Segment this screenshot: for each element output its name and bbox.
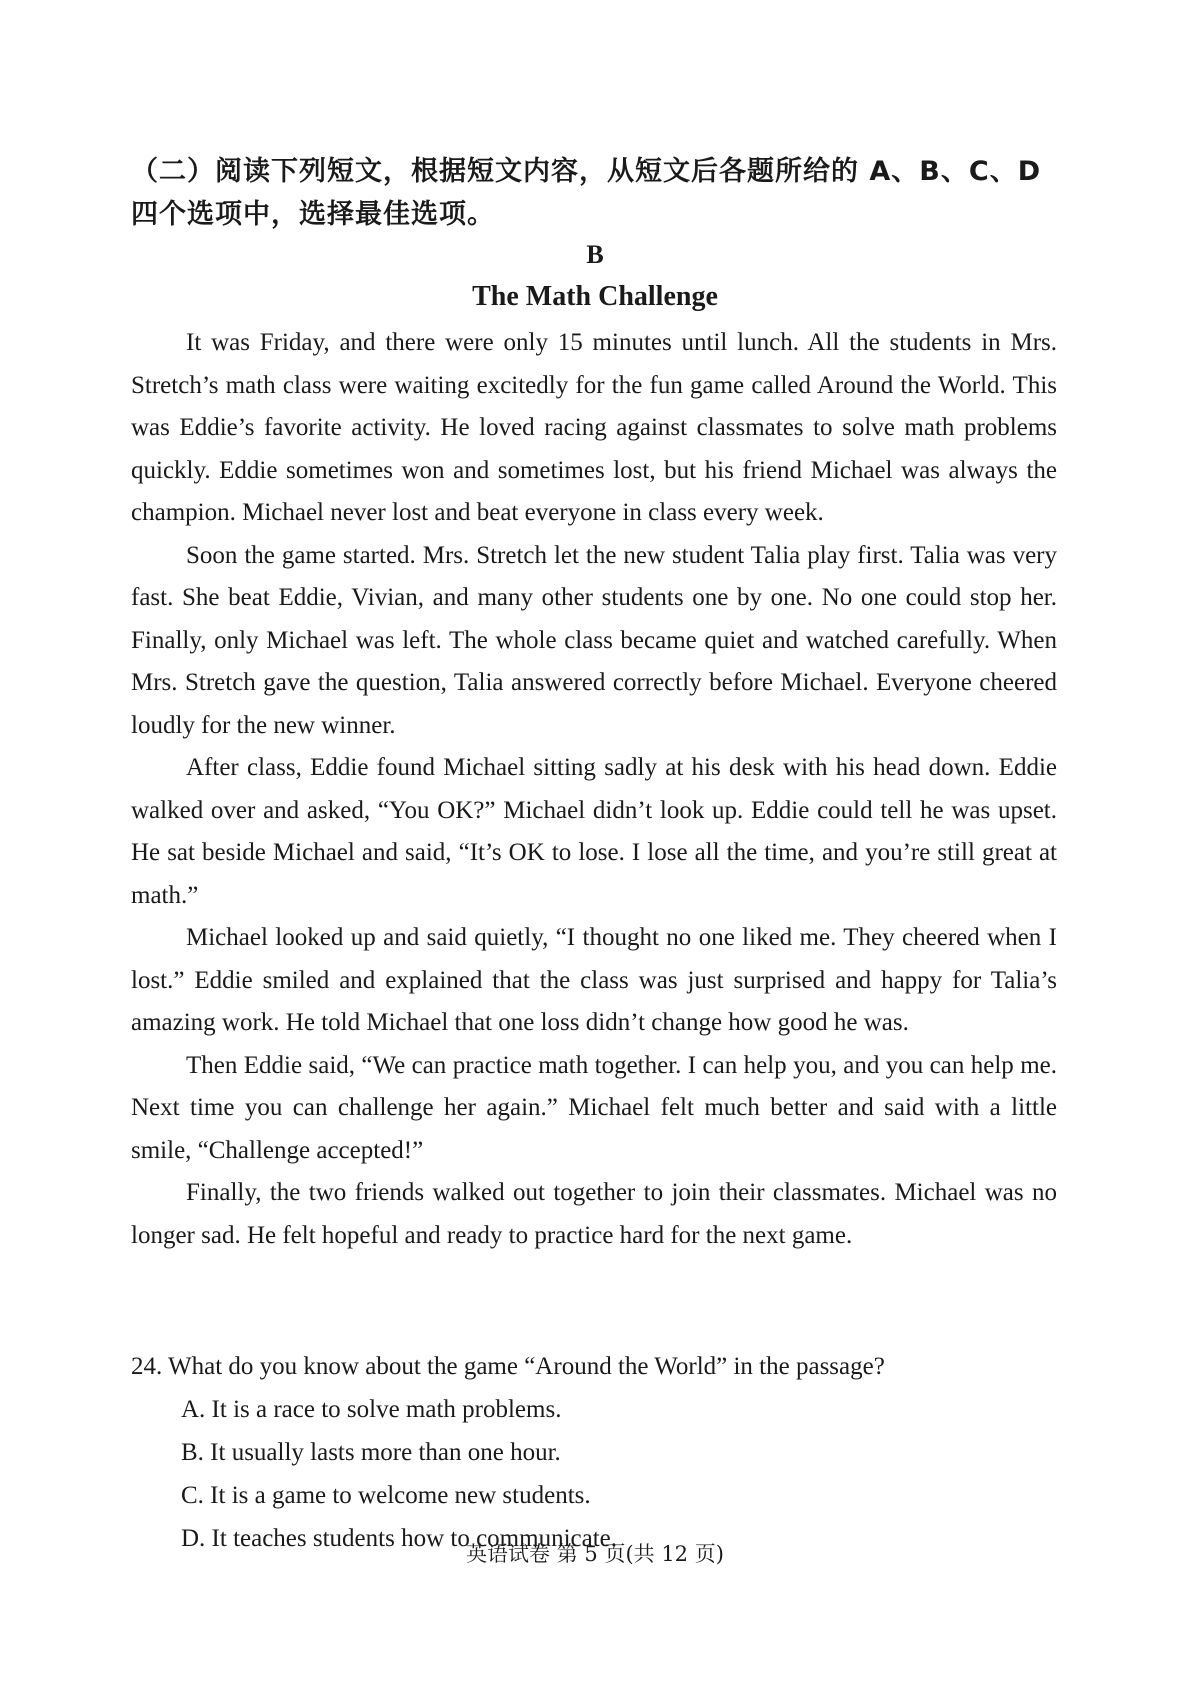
option-b: B. It usually lasts more than one hour. <box>181 1439 561 1466</box>
passage-paragraph: After class, Eddie found Michael sitting sadly at his desk with his head down. Eddie walked over and asked, “You OK?” Michael didn’t look up. Eddie could tell he was upset. He sat beside Michael and said, “It’s OK to lose. I lose all the time, and you’re still great at math.” <box>131 754 1057 909</box>
page-footer: 英语试卷 第 5 页(共 12 页) <box>466 1542 724 1566</box>
passage-paragraph: Soon the game started. Mrs. Stretch let the new student Talia play first. Talia was very fast. She beat Eddie, Vivian, and many other students one by one. No one could stop her. Finally, only Michael was left. The whole class became quiet and watched carefully. When Mrs. Stretch gave the question, Talia answered correctly before Michael. Everyone cheered loudly for the new winner. <box>131 541 1057 739</box>
section-instruction: （二）阅读下列短文，根据短文内容，从短文后各题所给的 A、B、C、D 四个选项中，选择最佳选项。 <box>131 156 1042 230</box>
passage-paragraph: Then Eddie said, “We can practice math together. I can help you, and you can help me. Next time you can challenge her again.” Michael felt much better and said with a little smile, “Challenge accepted!” <box>131 1051 1057 1164</box>
passage-paragraph: Finally, the two friends walked out together to join their classmates. Michael was no longer sad. He felt hopeful and ready to practice hard for the next game. <box>131 1179 1057 1249</box>
passage-title: The Math Challenge <box>472 281 718 312</box>
passage-paragraph: It was Friday, and there were only 15 minutes until lunch. All the students in Mrs. Stretch’s math class were waiting excitedly for the fun game called Around the World. This was Eddie’s favorite activity. He loved racing against classmates to solve math problems quickly. Eddie sometimes won and sometimes lost, but his friend Michael was always the champion. Michael never lost and beat everyone in class every week. <box>131 329 1057 526</box>
question-stem: 24. What do you know about the game “Around the World” in the passage? <box>131 1353 885 1380</box>
option-c: C. It is a game to welcome new students. <box>181 1482 591 1509</box>
answer-options <box>131 1388 1061 1560</box>
reading-passage <box>131 322 1057 1257</box>
section-letter: B <box>586 240 604 269</box>
option-a: A. It is a race to solve math problems. <box>181 1396 562 1423</box>
question-24 <box>131 1345 1061 1560</box>
option-d: D. It teaches students how to communicate. <box>181 1525 617 1552</box>
passage-paragraph: Michael looked up and said quietly, “I thought no one liked me. They cheered when I lost.” Eddie smiled and explained that the class was just surprised and happy for Talia’s amazing work. He told Michael that one loss didn’t change how good he was. <box>131 924 1057 1036</box>
